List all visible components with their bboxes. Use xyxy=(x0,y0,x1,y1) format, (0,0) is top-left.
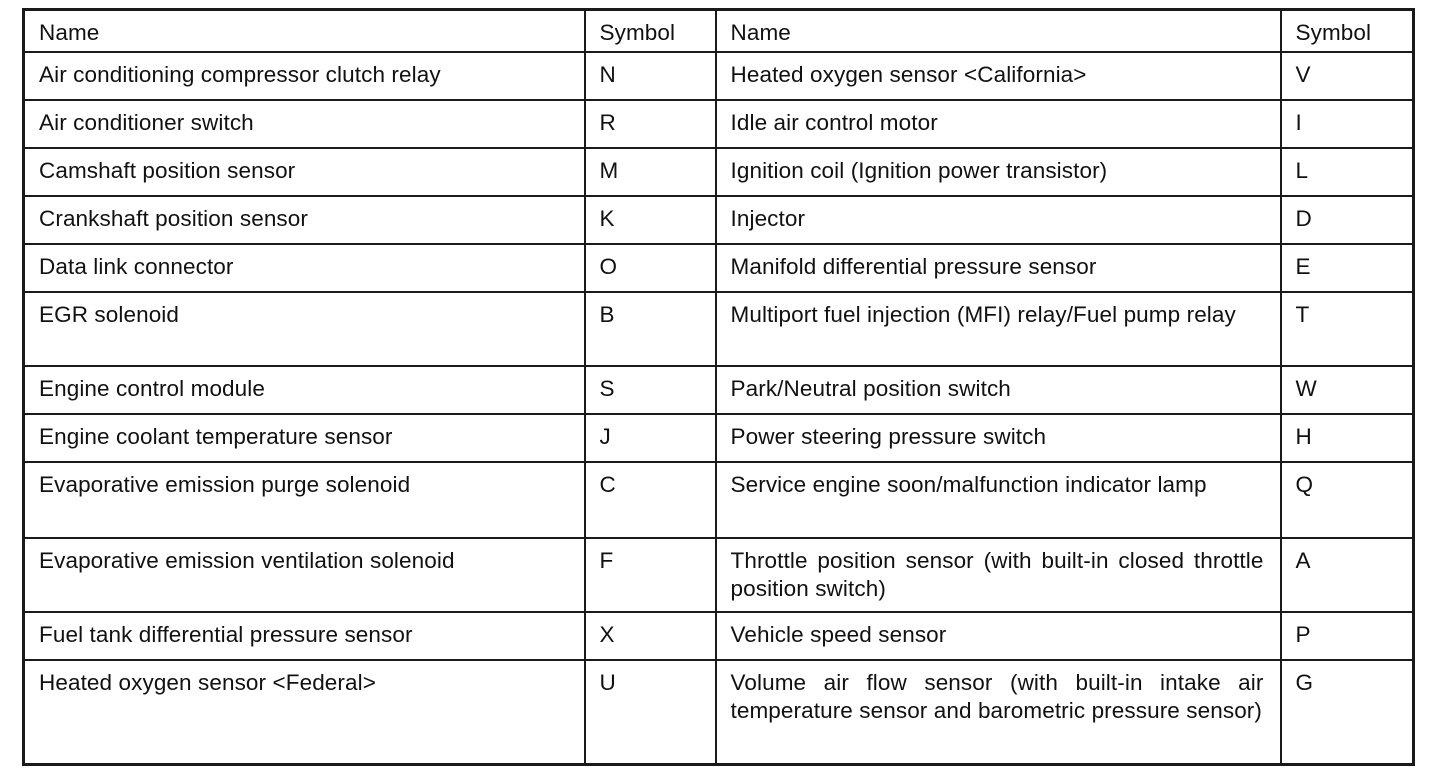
table-row xyxy=(24,148,1414,196)
left-name-cell: Engine coolant temperature sensor xyxy=(24,414,585,462)
left-name-cell: Air conditioning compressor clutch relay xyxy=(24,52,585,100)
left-name-cell: EGR solenoid xyxy=(24,292,585,366)
header-symbol-right: Symbol xyxy=(1281,10,1414,53)
table-row xyxy=(24,52,1414,100)
component-symbol-table xyxy=(22,8,1415,766)
table-row xyxy=(24,244,1414,292)
right-symbol-cell: H xyxy=(1281,414,1414,462)
left-symbol-cell: C xyxy=(585,462,716,538)
left-symbol-cell: J xyxy=(585,414,716,462)
right-name-cell: Idle air control motor xyxy=(716,100,1281,148)
right-symbol-cell: G xyxy=(1281,660,1414,764)
left-symbol-cell: F xyxy=(585,538,716,612)
left-symbol-cell: N xyxy=(585,52,716,100)
table-row xyxy=(24,462,1414,538)
header-symbol-left: Symbol xyxy=(585,10,716,53)
right-name-cell: Ignition coil (Ignition power transistor) xyxy=(716,148,1281,196)
right-symbol-cell: A xyxy=(1281,538,1414,612)
right-name-cell: Manifold differential pressure sensor xyxy=(716,244,1281,292)
left-name-cell: Camshaft position sensor xyxy=(24,148,585,196)
table-header-row xyxy=(24,10,1414,53)
right-symbol-cell: W xyxy=(1281,366,1414,414)
left-symbol-cell: X xyxy=(585,612,716,660)
table-row xyxy=(24,366,1414,414)
right-name-cell: Park/Neutral position switch xyxy=(716,366,1281,414)
left-name-cell: Evaporative emission ventilation solenoid xyxy=(24,538,585,612)
right-symbol-cell: P xyxy=(1281,612,1414,660)
right-symbol-cell: E xyxy=(1281,244,1414,292)
right-symbol-cell: V xyxy=(1281,52,1414,100)
left-name-cell: Air conditioner switch xyxy=(24,100,585,148)
table-row xyxy=(24,100,1414,148)
right-symbol-cell: I xyxy=(1281,100,1414,148)
right-name-cell: Volume air flow sensor (with built-in intake air temperature sensor and barometric pressure sensor) xyxy=(716,660,1281,764)
left-name-cell: Heated oxygen sensor <Federal> xyxy=(24,660,585,764)
right-name-cell: Multiport fuel injection (MFI) relay/Fuel pump relay xyxy=(716,292,1281,366)
right-name-cell: Vehicle speed sensor xyxy=(716,612,1281,660)
left-symbol-cell: R xyxy=(585,100,716,148)
left-name-cell: Data link connector xyxy=(24,244,585,292)
right-name-cell: Power steering pressure switch xyxy=(716,414,1281,462)
right-name-cell: Throttle position sensor (with built-in closed throttle position switch) xyxy=(716,538,1281,612)
left-name-cell: Evaporative emission purge solenoid xyxy=(24,462,585,538)
header-name-right: Name xyxy=(716,10,1281,53)
left-symbol-cell: U xyxy=(585,660,716,764)
right-symbol-cell: L xyxy=(1281,148,1414,196)
right-symbol-cell: D xyxy=(1281,196,1414,244)
table-row xyxy=(24,196,1414,244)
table-row xyxy=(24,538,1414,612)
left-symbol-cell: M xyxy=(585,148,716,196)
right-name-cell: Service engine soon/malfunction indicator lamp xyxy=(716,462,1281,538)
header-name-left: Name xyxy=(24,10,585,53)
left-symbol-cell: B xyxy=(585,292,716,366)
left-symbol-cell: S xyxy=(585,366,716,414)
left-symbol-cell: K xyxy=(585,196,716,244)
right-symbol-cell: T xyxy=(1281,292,1414,366)
table-row xyxy=(24,414,1414,462)
left-symbol-cell: O xyxy=(585,244,716,292)
left-name-cell: Crankshaft position sensor xyxy=(24,196,585,244)
left-name-cell: Engine control module xyxy=(24,366,585,414)
left-name-cell: Fuel tank differential pressure sensor xyxy=(24,612,585,660)
table-row xyxy=(24,292,1414,366)
right-symbol-cell: Q xyxy=(1281,462,1414,538)
table-row xyxy=(24,612,1414,660)
right-name-cell: Heated oxygen sensor <California> xyxy=(716,52,1281,100)
right-name-cell: Injector xyxy=(716,196,1281,244)
table-row xyxy=(24,660,1414,764)
